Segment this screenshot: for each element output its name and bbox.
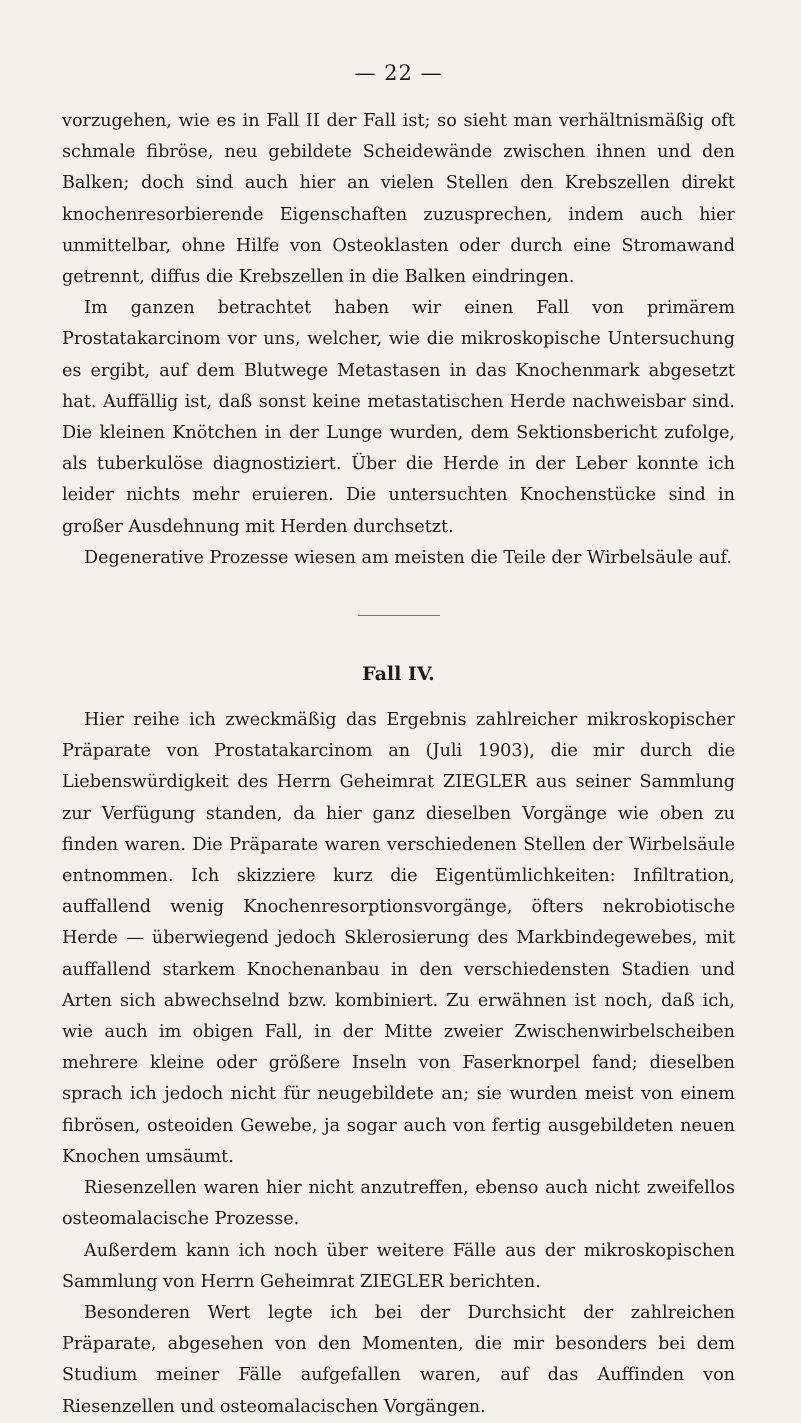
paragraph-continuation: vorzugehen, wie es in Fall II der Fall ist; so sieht man verhältnismäßig oft schmale fibröse, neu gebildete Scheidewände zwischen ihnen und den Balken; doch sind auch hier an vielen Stellen den Krebszellen direkt knochenresorbierende Eigenschaften zuzusprechen, indem auch hier unmittelbar, ohne Hilfe von Osteoklasten oder durch eine Stromawand getrennt, diffus die Krebszellen in die Balken eindringen. — [62, 111, 735, 288]
section-divider — [358, 615, 440, 616]
section-heading: Fall IV. — [362, 663, 435, 686]
page-number: — 22 — — [354, 61, 443, 85]
paragraph-degenerative: Degenerative Prozesse wiesen am meisten die Teile der Wirbelsäule auf. — [84, 547, 732, 568]
paragraph-case-iv: Hier reihe ich zweckmäßig das Ergebnis zahlreicher mikroskopischer Präparate von Prostatakarcinom an (Juli 1903), die mir durch die Liebenswürdigkeit des Herrn Geheimrat ZIEGLER aus seiner Sammlung zur Verfügung standen, da hier ganz dieselben Vorgänge wie oben zu finden waren. Die Präparate waren verschiedenen Stellen der Wirbelsäule entnommen. Ich skizziere kurz die Eigentümlichkeiten: Infiltration, auffallend wenig Knochenresorptionsvorgänge, öfters nekrobiotische Herde — überwiegend jedoch Sklerosierung des Markbindegewebes, mit auffallend starkem Knochenanbau in den verschiedensten Stadien und Arten sich abwechselnd bzw. kombiniert. Zu erwähnen ist noch, daß ich, wie auch im obigen Fall, in der Mitte zweier Zwischenwirbelscheiben mehrere kleine oder größere Inseln von Faserknorpel fand; dieselben sprach ich jedoch nicht für neugebildete an; sie wurden meist von einem fibrösen, osteoiden Gewebe, ja sogar auch von fertig ausgebildeten neuen Knochen umsäumt. — [62, 710, 735, 1167]
paragraph-giant-cells: Riesenzellen waren hier nicht anzutreffen, ebenso auch nicht zweifellos osteomalacische Prozesse. — [62, 1178, 735, 1230]
document-page — [62, 58, 735, 1423]
paragraph-special-value: Besonderen Wert legte ich bei der Durchsicht der zahlreichen Präparate, abgesehen von den Momenten, die mir besonders bei dem Studium meiner Fälle aufgefallen waren, auf das Auffinden von Riesenzellen und osteomalacischen Vorgängen. — [62, 1302, 735, 1417]
paragraph-further-cases: Außerdem kann ich noch über weitere Fälle aus der mikroskopischen Sammlung von Herrn Geheimrat ZIEGLER berichten. — [62, 1240, 735, 1292]
paragraph-summary: Im ganzen betrachtet haben wir einen Fall von primärem Prostatakarcinom vor uns, welcher, wie die mikroskopische Untersuchung es ergibt, auf dem Blutwege Metastasen in das Knochenmark abgesetzt hat. Auffällig ist, daß sonst keine metastatischen Herde nachweisbar sind. Die kleinen Knötchen in der Lunge wurden, dem Sektionsbericht zufolge, als tuberkulöse diagnostiziert. Über die Herde in der Leber konnte ich leider nichts mehr eruieren. Die untersuchten Knochenstücke sind in großer Ausdehnung mit Herden durchsetzt. — [62, 298, 735, 537]
